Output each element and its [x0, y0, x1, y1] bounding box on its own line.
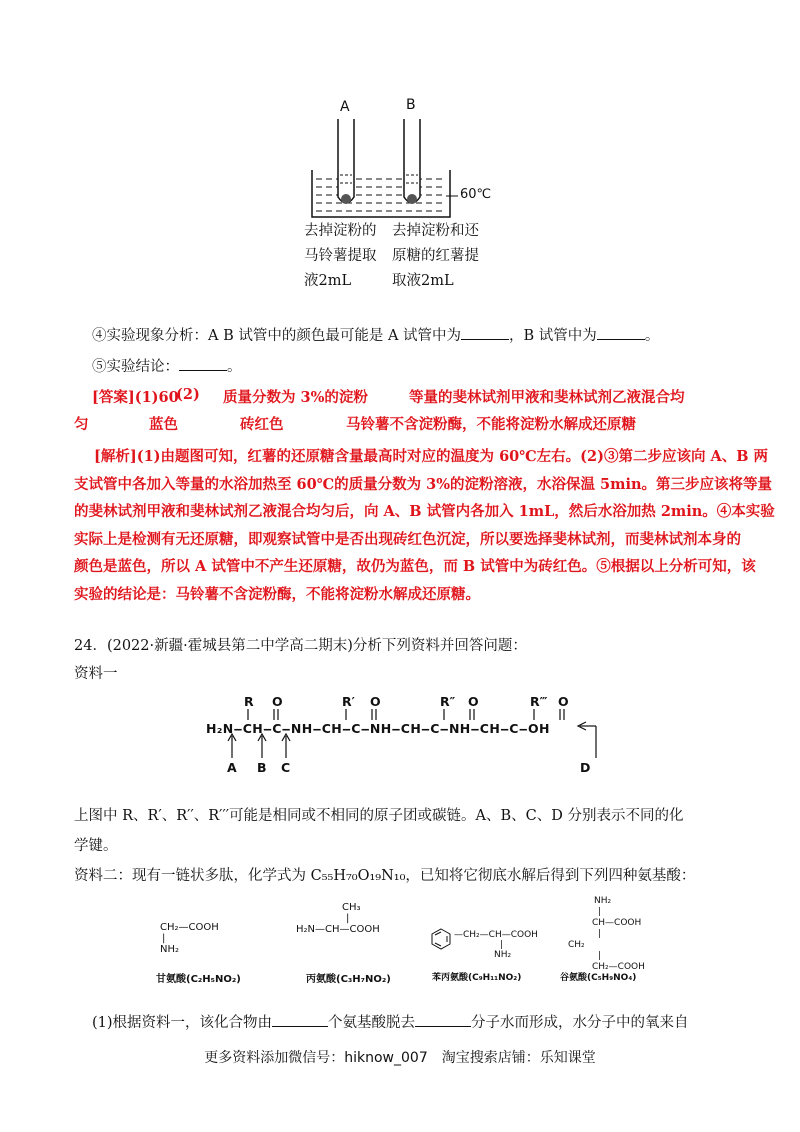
- q4-text: ，B 试管中为: [509, 328, 597, 344]
- q4-text: ④实验现象分析：A B 试管中的颜色最可能是 A 试管中为: [92, 328, 462, 344]
- answer-a2: 等量的斐林试剂甲液和斐林试剂乙液混合均: [409, 389, 685, 406]
- phenylalanine-structure: —CH₂—CH—COOH | NH₂: [454, 930, 538, 960]
- caption-a-line: 去掉淀粉的: [304, 223, 377, 239]
- tube-b-label: B: [406, 97, 416, 113]
- analysis-line: [解析](1)由题图可知，红薯的还原糖含量最高时对应的温度为 60℃左右。(2)③第二步应该向 A、B 两: [94, 448, 769, 465]
- material-1-description-2: 学键。: [74, 838, 118, 854]
- oxygen-3: O: [468, 694, 479, 709]
- answer-blank[interactable]: [415, 1012, 471, 1027]
- glutamic-acid-structure: NH₂ | CH—COOH | CH₂ | CH₂—COOH: [568, 896, 645, 972]
- glycine-structure: CH₂—COOH | NH₂: [160, 922, 219, 955]
- benzene-ring-icon: [430, 928, 452, 950]
- r-group-1: R: [244, 694, 254, 709]
- alanine-name: 丙氨酸(C₃H₇NO₂): [306, 974, 391, 985]
- alanine-structure: CH₃ | H₂N—CH—COOH: [296, 902, 380, 935]
- material-1-label: 资料一: [74, 666, 118, 682]
- q4-text: 。: [644, 328, 660, 344]
- answer-blank[interactable]: [597, 325, 645, 340]
- glycine-name: 甘氨酸(C₂H₅NO₂): [156, 974, 241, 985]
- oxygen-2: O: [370, 694, 381, 709]
- answer-a5: 砖红色: [240, 416, 284, 433]
- bond-label-c: C: [281, 760, 291, 775]
- caption-a-line: 马铃薯提取: [304, 248, 377, 264]
- peptide-structure: [200, 694, 600, 774]
- question-24-title: 24．(2022·新疆·霍城县第二中学高二期末)分析下列资料并回答问题：: [74, 638, 527, 654]
- caption-a-line: 液2mL: [304, 273, 352, 289]
- water-bath-diagram: [300, 95, 500, 225]
- temperature-label: 60℃: [460, 187, 492, 202]
- bond-label-d: D: [580, 760, 591, 775]
- r-group-3: R″: [440, 694, 456, 709]
- tube-a-label: A: [340, 99, 350, 115]
- caption-b-line: 去掉淀粉和还: [392, 223, 479, 239]
- q24-1-text: (1)根据资料一，该化合物由: [92, 1015, 273, 1031]
- answer-a1: 质量分数为 3%的淀粉: [223, 389, 368, 406]
- answer-a3: 匀: [74, 416, 89, 433]
- tube-a-caption: [304, 219, 377, 294]
- q24-1-text: 分子水而形成，水分子中的氧来自: [471, 1015, 689, 1031]
- analysis-line: 的斐林试剂甲液和斐林试剂乙液混合均匀后，向 A、B 试管内各加入 1mL，然后水浴加热 2min。④本实验: [74, 503, 775, 520]
- oxygen-4: O: [558, 694, 569, 709]
- answer-a4: 蓝色: [149, 416, 178, 433]
- analysis-block: [74, 443, 775, 608]
- answer-blank[interactable]: [461, 325, 509, 340]
- answer-a6: 马铃薯不含淀粉酶，不能将淀粉水解成还原糖: [346, 416, 636, 433]
- caption-b-line: 取液2mL: [392, 273, 454, 289]
- analysis-line: 支试管中各加入等量的水浴加热至 60℃的质量分数为 3%的淀粉溶液，水浴保温 5min。第三步应该将等量: [74, 475, 773, 493]
- r-group-4: R‴: [530, 694, 548, 709]
- glutamic-acid-name: 谷氨酸(C₅H₉NO₄): [560, 973, 637, 983]
- question-24-1: [92, 1012, 689, 1033]
- analysis-line: 实际上是检测有无还原糖，即观察试管中是否出现砖红色沉淀，所以要选择斐林试剂，而斐林试剂本身的: [74, 530, 741, 548]
- answer-part2: (2): [176, 386, 200, 403]
- q24-1-text: 个氨基酸脱去: [328, 1015, 416, 1031]
- peptide-chain: H₂N‒CH‒C‒NH‒CH‒C‒NH‒CH‒C‒NH‒CH‒C‒OH: [206, 721, 550, 736]
- analysis-line: 颜色是蓝色，所以 A 试管中不产生还原糖，故仍为蓝色，而 B 试管中为砖红色。⑤根据以上分析可知，该: [74, 558, 756, 575]
- bond-label-a: A: [227, 760, 237, 775]
- answer-label: [答案](1)60: [92, 389, 179, 406]
- amino-acid-structures: [150, 894, 670, 994]
- oxygen-1: O: [272, 694, 283, 709]
- answer-blank[interactable]: [272, 1012, 328, 1027]
- caption-b-line: 原糖的红薯提: [392, 248, 479, 264]
- bond-label-b: B: [257, 760, 267, 775]
- question-5: [92, 356, 242, 377]
- footer: 更多资料添加微信号：hiknow_007 淘宝搜索店铺：乐知课堂: [204, 1050, 596, 1066]
- q5-text: ⑤实验结论：: [92, 359, 179, 375]
- material-1-description: 上图中 R、R′、R′′、R′′′可能是相同或不相同的原子团或碳链。A、B、C、D 分别表示不同的化: [74, 808, 684, 824]
- q5-text: 。: [227, 359, 242, 375]
- phenylalanine-name: 苯丙氨酸(C₉H₁₁NO₂): [432, 973, 522, 983]
- answer-blank[interactable]: [179, 356, 227, 371]
- question-4: [92, 325, 659, 346]
- analysis-line: 实验的结论是：马铃薯不含淀粉酶，不能将淀粉水解成还原糖。: [74, 585, 480, 603]
- material-2-text: 资料二：现有一链状多肽，化学式为 C₅₅H₇₀O₁₉N₁₀，已知将它彻底水解后得到下列四种氨基酸：: [74, 868, 696, 884]
- r-group-2: R′: [342, 694, 355, 709]
- water-bath-figure: [300, 95, 500, 289]
- tube-b-caption: [392, 219, 479, 294]
